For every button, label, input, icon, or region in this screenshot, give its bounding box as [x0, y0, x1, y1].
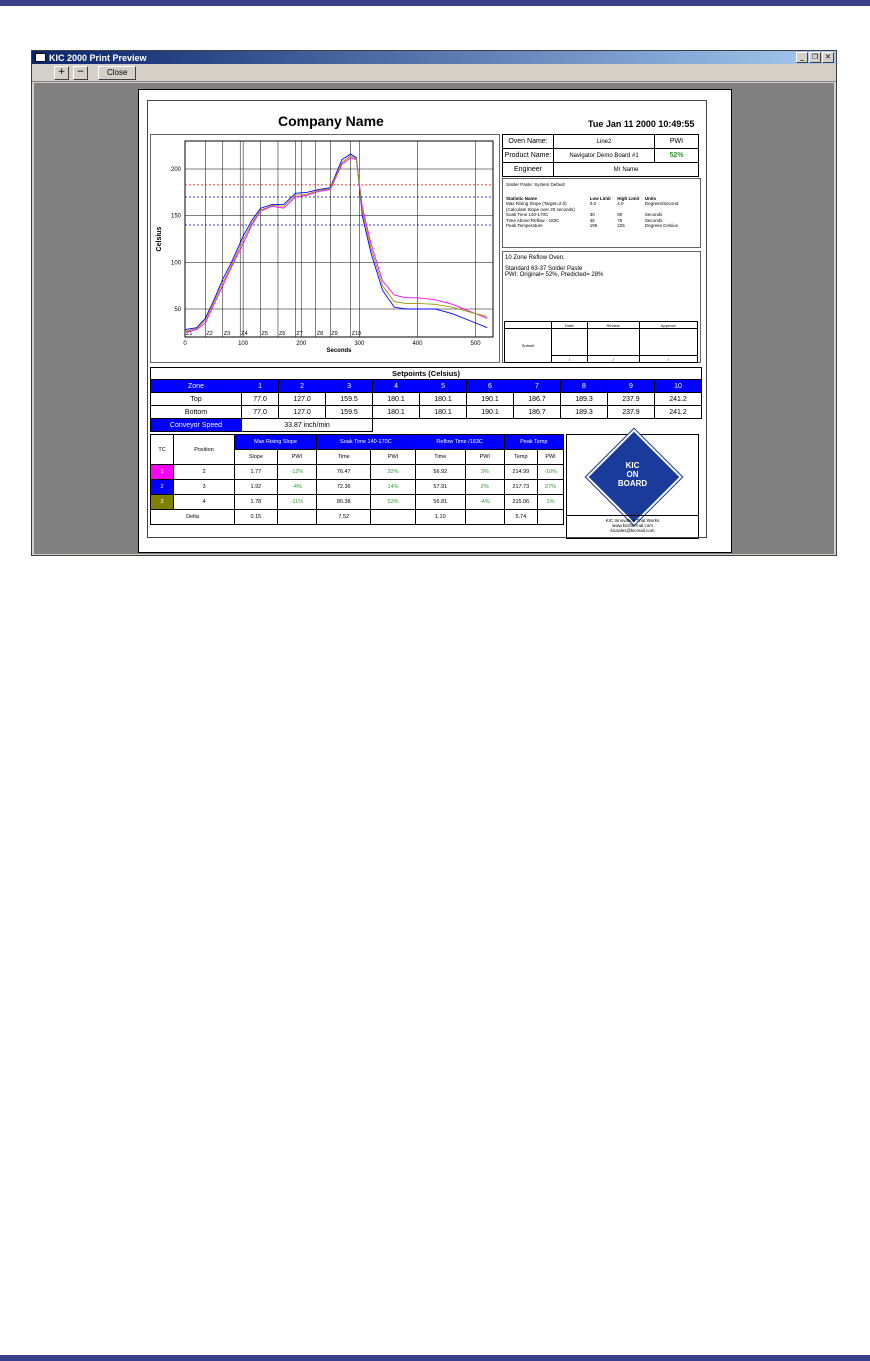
stat-cell: Degrees Celsius	[644, 223, 678, 228]
approval-review: Review	[587, 322, 639, 329]
zone-number: 6	[467, 380, 514, 393]
report-frame	[147, 100, 707, 538]
stat-cell: 30	[589, 212, 595, 217]
results-subheader: PWI	[538, 450, 564, 465]
tc-position: 4	[174, 495, 235, 510]
zone-number: 5	[420, 380, 467, 393]
bottom-setpoint: 241.2	[654, 406, 701, 419]
x-axis-label: Seconds	[326, 348, 352, 354]
result-value: 27%	[538, 480, 564, 495]
result-value: 76.47	[317, 465, 371, 480]
result-value: -4%	[277, 480, 316, 495]
product-name-value: Navigator Demo Board #1	[554, 149, 655, 163]
y-tick-label: 200	[170, 167, 181, 173]
stat-cell: Statistic Name	[506, 195, 538, 201]
stat-cell: 75	[617, 217, 623, 223]
zone-label: Z9	[331, 331, 338, 337]
result-value: -4%	[465, 495, 504, 510]
result-value: 56.92	[415, 465, 465, 480]
zone-number: 10	[654, 380, 701, 393]
stat-cell: Seconds	[644, 217, 663, 223]
results-subheader: Temp	[504, 450, 537, 465]
result-value: -10%	[538, 465, 564, 480]
result-value: 14%	[371, 480, 415, 495]
zoom-out-button[interactable]	[73, 66, 88, 80]
profile-chart-svg	[151, 135, 499, 362]
approval-approve: Approve	[639, 322, 698, 329]
minimize-button[interactable]: _	[796, 52, 808, 63]
zone-label: Z8	[316, 331, 324, 337]
delta-value: 7.52	[317, 510, 371, 525]
zone-header: Zone	[151, 380, 242, 393]
preview-toolbar	[32, 64, 836, 82]
notes-line-3: PWI: Original= 52%, Predicted= 28%	[505, 272, 604, 278]
group-max-rising-slope: Max Rising Slope	[235, 435, 317, 450]
results-row	[151, 495, 564, 510]
x-tick-label: 200	[296, 341, 307, 347]
profile-chart	[150, 134, 500, 363]
restore-button[interactable]: ❐	[809, 52, 821, 63]
result-value: 57.91	[415, 480, 465, 495]
result-value: 56.81	[415, 495, 465, 510]
bottom-label: Bottom	[151, 406, 242, 419]
group-reflow-time: Reflow Time /183C	[415, 435, 504, 450]
document-top-rule	[0, 0, 870, 6]
bottom-setpoint: 159.5	[326, 406, 373, 419]
app-icon	[35, 53, 46, 62]
result-value: 3%	[465, 465, 504, 480]
tc-position: 3	[174, 480, 235, 495]
top-setpoint: 241.2	[654, 393, 701, 406]
notes-line-2: Standard 63-37 Solder Paste	[505, 266, 583, 272]
results-table	[150, 434, 564, 525]
zone-label: Z4	[241, 331, 248, 337]
x-tick-label: 400	[412, 341, 423, 347]
result-value: 52%	[371, 495, 415, 510]
stat-row	[506, 223, 700, 229]
tc-swatch: 3	[151, 495, 174, 510]
solder-paste-title: Solder Paste: System Default	[506, 182, 565, 187]
stat-cell: 4.0	[617, 201, 624, 206]
zoom-out-icon: −	[76, 66, 85, 77]
delta-value	[277, 510, 316, 525]
bottom-setpoint: 237.9	[607, 406, 654, 419]
pwi-label: PWI	[655, 135, 699, 149]
oven-name-value: Line2	[554, 135, 655, 149]
engineer-label: Engineer	[503, 163, 554, 177]
top-setpoint: 186.7	[514, 393, 561, 406]
results-subheader: PWI	[465, 450, 504, 465]
result-value: 214.99	[504, 465, 537, 480]
approval-submit: Submit	[505, 329, 552, 363]
stat-cell: 195	[589, 223, 598, 228]
setpoints-table	[150, 379, 702, 432]
result-value: 80.38	[317, 495, 371, 510]
top-setpoint: 237.9	[607, 393, 654, 406]
stat-cell: 225	[617, 223, 625, 228]
report-datetime: Tue Jan 11 2000 10:49:55	[588, 119, 695, 129]
preview-viewport[interactable]	[34, 83, 834, 554]
tc-swatch: 2	[151, 480, 174, 495]
result-value: 1.77	[235, 465, 278, 480]
result-value: 1%	[538, 495, 564, 510]
zone-label: Z3	[223, 331, 231, 337]
result-value: -12%	[277, 465, 316, 480]
top-setpoint: 127.0	[279, 393, 326, 406]
kic-web: www.kicthermal.com	[611, 523, 653, 528]
delta-label: Delta	[151, 510, 235, 525]
results-subheader: PWI	[277, 450, 316, 465]
zone-number: 2	[279, 380, 326, 393]
results-subheader: PWI	[371, 450, 415, 465]
zone-number: 7	[514, 380, 561, 393]
bottom-setpoint: 186.7	[514, 406, 561, 419]
stat-cell: Units	[644, 195, 657, 201]
results-row	[151, 480, 564, 495]
results-subheader: Time	[415, 450, 465, 465]
bottom-setpoint: 180.1	[420, 406, 467, 419]
stat-cell: Soak Time 140-170C	[506, 212, 549, 217]
result-value: -11%	[277, 495, 316, 510]
y-axis-label: Celsius	[156, 226, 163, 252]
zone-label: Z7	[296, 331, 303, 337]
result-value: 32%	[371, 465, 415, 480]
close-button[interactable]: Close	[98, 66, 136, 80]
delta-value	[371, 510, 415, 525]
delta-value: 0.15	[235, 510, 278, 525]
window-close-button[interactable]: ✕	[822, 52, 834, 63]
zone-label: Z5	[261, 331, 268, 337]
zone-number: 1	[242, 380, 279, 393]
results-subheader: Slope	[235, 450, 278, 465]
stat-cell: Seconds	[644, 212, 663, 217]
bottom-setpoint: 190.1	[467, 406, 514, 419]
product-name-label: Product Name:	[503, 149, 554, 163]
notes-line-1: 10 Zone Reflow Oven.	[505, 255, 565, 261]
stat-cell: Degrees/Second	[644, 201, 679, 206]
group-soak-time: Soak Time 140-170C	[317, 435, 416, 450]
zoom-in-button[interactable]	[54, 66, 69, 80]
zone-label: Z1	[186, 331, 193, 337]
x-tick-label: 0	[183, 341, 187, 347]
stat-cell: 90	[617, 212, 623, 217]
print-preview-window	[31, 50, 837, 556]
tc-swatch: 1	[151, 465, 174, 480]
stat-cell: Low Limit	[589, 195, 611, 201]
top-label: Top	[151, 393, 242, 406]
zoom-in-icon: +	[57, 66, 66, 77]
window-title: KIC 2000 Print Preview	[49, 52, 147, 63]
delta-value	[465, 510, 504, 525]
stat-cell: Time Above Reflow - 183C	[506, 217, 560, 223]
result-value: 217.73	[504, 480, 537, 495]
setpoints-title: Setpoints (Celsius)	[150, 367, 702, 380]
kic-contact	[567, 515, 698, 533]
x-tick-label: 300	[354, 341, 365, 347]
result-value: 72.36	[317, 480, 371, 495]
y-tick-label: 150	[170, 213, 181, 220]
position-header: Position	[174, 435, 235, 465]
zone-number: 8	[560, 380, 607, 393]
conveyor-value: 33.87 inch/min	[242, 419, 373, 432]
y-tick-label: 100	[170, 260, 181, 267]
zone-number: 9	[607, 380, 654, 393]
oven-name-label: Oven Name:	[503, 135, 554, 149]
stat-cell: 45	[589, 217, 595, 223]
stat-limits-box	[502, 178, 701, 248]
engineer-value: Mr Name	[554, 163, 699, 177]
approval-draft: Draft	[552, 322, 588, 329]
kic-logo-area	[566, 434, 699, 539]
zone-number: 4	[373, 380, 420, 393]
kic-logo-text: KIC ON BOARD	[617, 461, 648, 488]
top-setpoint: 180.1	[420, 393, 467, 406]
conveyor-label: Conveyor Speed	[151, 419, 242, 432]
top-setpoint: 189.3	[560, 393, 607, 406]
top-setpoint: 190.1	[467, 393, 514, 406]
oven-info-table	[502, 134, 699, 177]
bottom-setpoint: 77.0	[242, 406, 279, 419]
result-value: 1.92	[235, 480, 278, 495]
kic-tagline: KIC Innovation That Works	[605, 518, 660, 523]
group-peak-temp: Peak Temp	[504, 435, 563, 450]
kic-email: kicsales@kicmail.com	[610, 528, 655, 533]
result-value: 1.78	[235, 495, 278, 510]
delta-row	[151, 510, 564, 525]
stat-cell: Peak Temperature	[506, 223, 543, 228]
approval-table: Draft Review Approve Submit / / /	[504, 321, 698, 363]
zone-number: 3	[326, 380, 373, 393]
stat-cell: (Calculate Slope over 20 seconds)	[506, 206, 575, 212]
stat-cell: Max Rising Slope (Target=2.0)	[506, 201, 567, 206]
results-row	[151, 465, 564, 480]
tc-position: 2	[174, 465, 235, 480]
top-setpoint: 77.0	[242, 393, 279, 406]
delta-value: 1.10	[415, 510, 465, 525]
result-value: 215.06	[504, 495, 537, 510]
stat-cell: 0.0	[589, 201, 596, 206]
top-setpoint: 159.5	[326, 393, 373, 406]
zone-label: Z2	[206, 331, 213, 337]
zone-label: Z6	[278, 331, 286, 337]
top-setpoint: 180.1	[373, 393, 420, 406]
x-tick-label: 500	[470, 341, 481, 347]
y-tick-label: 50	[174, 307, 181, 313]
document-bottom-rule	[0, 1355, 870, 1361]
result-value: 2%	[465, 480, 504, 495]
notes-box	[502, 251, 701, 363]
results-subheader: Time	[317, 450, 371, 465]
bottom-setpoint: 127.0	[279, 406, 326, 419]
delta-value	[538, 510, 564, 525]
pwi-value: 52%	[655, 149, 699, 163]
x-tick-label: 100	[238, 341, 249, 347]
window-titlebar	[32, 51, 836, 64]
report-page	[138, 89, 732, 553]
tc-header: TC	[151, 435, 174, 465]
stat-cell: High Limit	[617, 195, 640, 201]
company-name: Company Name	[278, 113, 384, 129]
bottom-setpoint: 180.1	[373, 406, 420, 419]
zone-label: Z10	[351, 331, 362, 337]
bottom-setpoint: 189.3	[560, 406, 607, 419]
delta-value: 5.74	[504, 510, 537, 525]
